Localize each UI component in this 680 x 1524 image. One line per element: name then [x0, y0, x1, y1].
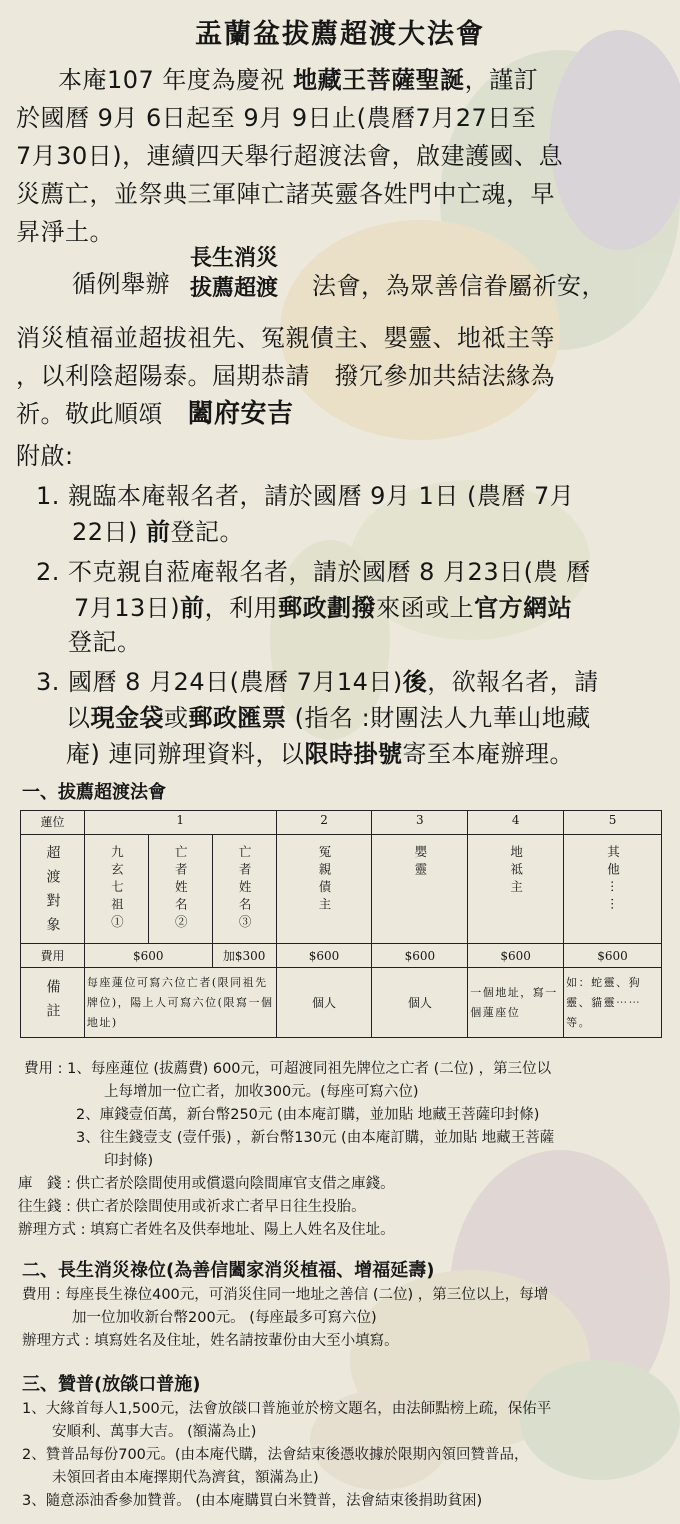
section-3-line-5: 3、隨意添油香參加贊普。 (由本庵購買白米贊普，法會結束後捐助貧困) [22, 1493, 483, 1509]
notice-1-line-a: 1. 親臨本庵報名者，請於國曆 9月 1日 (農曆 7月 [36, 482, 575, 510]
section-2-line-2: 加一位加收新台幣200元。 (每座最多可寫六位) [72, 1310, 377, 1326]
notice-1-line-b: 22日) 前登記。 [72, 518, 245, 546]
fee-line-5: 印封條) [104, 1153, 154, 1169]
notice-2-line-c: 登記。 [68, 628, 142, 656]
row-header-fee: 費用 [21, 944, 85, 968]
notice-3-line-a: 3. 國曆 8 月24日(農曆 7月14日)後，欲報名者，請 [36, 668, 599, 696]
remark-col-5: 如：蛇靈、狗靈、貓靈⋯⋯等。 [566, 975, 642, 1029]
intro-line-8: ，以利陰超陽泰。屆期恭請 撥冗參加共結法緣為 [16, 362, 555, 390]
target-others: 其他⋯⋯ [605, 845, 621, 915]
section-3-heading: 三、贊普(放燄口普施) [22, 1374, 201, 1395]
notice-3-line-c: 庵) 連同辦理資料，以限時掛號寄至本庵辦理。 [66, 740, 574, 768]
intro-line-6-suffix: 法會，為眾善信眷屬祈安， [312, 272, 606, 300]
appendix-label: 附啟: [16, 442, 74, 470]
notice-3-line-b: 以現金袋或郵政匯票 (指名 :財團法人九華山地藏 [66, 704, 591, 732]
intro-line-7: 消災植福並超拔祖先、冤親債主、嬰靈、地祗主等 [16, 324, 555, 352]
section-3-line-1: 1、大緣首每人1,500元，法會放燄口普施並於榜文題名，由法師點榜上疏，保佑平 [22, 1401, 552, 1417]
notice-2-line-a: 2. 不克親自蒞庵報名者，請於國曆 8 月23日(農 曆 [36, 558, 591, 586]
row-header-targets: 超渡對象 [44, 845, 61, 941]
row-header-lotus: 蓮位 [21, 811, 85, 835]
ceremony-name-stack: 長生消災 拔薦超渡 [190, 246, 279, 301]
section-2-heading: 二、長生消災祿位(為善信闔家消災植福、增福延壽) [22, 1260, 435, 1281]
intro-line-9: 祈。敬此順頌 闔府安吉 [16, 399, 294, 429]
intro-line-6-prefix: 循例舉辦 [72, 270, 170, 298]
ceremony-fee-table [20, 810, 662, 1038]
section-1-heading: 一、拔薦超渡法會 [22, 782, 166, 803]
target-ancestors: 九玄七祖① [109, 845, 125, 933]
section-2-line-1: 費用 : 每座長生祿位400元，可消災住同一地址之善信 (二位) ，第三位以上，每增 [22, 1287, 549, 1303]
target-creditors: 冤親債主 [317, 845, 332, 915]
section-3-line-4: 未領回者由本庵擇期代為濟貧，額滿為止) [52, 1470, 319, 1486]
col-header-1: 1 [84, 811, 276, 835]
procedure-note-1: 辦理方式 : 填寫亡者姓名及供奉地址、陽上人姓名及住址。 [18, 1222, 395, 1238]
fee-line-3: 2、庫錢壹佰萬，新台幣250元 (由本庵訂購，並加貼 地藏王菩薩印封條) [76, 1107, 540, 1123]
treasury-money-note: 庫 錢 : 供亡者於陰間使用或償還向陰間庫官支借之庫錢。 [18, 1176, 395, 1192]
fee-line-2: 上每增加一位亡者，加收300元。(每座可寫六位) [104, 1084, 419, 1100]
notice-2-line-b: 7月13日)前，利用郵政劃撥來函或上官方網站 [74, 594, 573, 622]
col-header-2: 2 [276, 811, 372, 835]
page-title: 盂蘭盆拔薦超渡大法會 [195, 19, 485, 50]
remark-col-3: 個人 [372, 968, 468, 1038]
fee-line-1: 費用 : 1、每座蓮位 (拔薦費) 600元，可超渡同祖先牌位之亡者 (二位) ，第三位以 [24, 1061, 552, 1077]
section-3-line-2: 安順利、萬事大吉。 (額滿為止) [52, 1424, 257, 1440]
fee-col-5: $600 [564, 944, 662, 968]
intro-line-4: 災薦亡，並祭典三軍陣亡諸英靈各姓門中亡魂，早 [16, 180, 555, 208]
intro-line-2: 於國曆 9月 6日起至 9月 9日止(農曆7月27日至 [16, 104, 537, 132]
fee-col-2: $600 [276, 944, 372, 968]
fee-col-4: $600 [468, 944, 564, 968]
target-deceased-2: 亡者姓名② [173, 845, 189, 933]
target-land-spirits: 地祗主 [508, 845, 524, 898]
fee-extra: 加$300 [212, 944, 276, 968]
row-header-remark: 備註 [44, 978, 61, 1027]
fee-col-1: $600 [84, 944, 212, 968]
intro-line-3: 7月30日)，連續四天舉行超渡法會，啟建護國、息 [16, 142, 564, 170]
section-2-line-3: 辦理方式 : 填寫姓名及住址，姓名請按輩份由大至小填寫。 [22, 1333, 399, 1349]
target-deceased-3: 亡者姓名③ [237, 845, 253, 933]
col-header-4: 4 [468, 811, 564, 835]
rebirth-money-note: 往生錢 : 供亡者於陰間使用或祈求亡者早日往生投胎。 [18, 1199, 366, 1215]
intro-line-5: 昇淨土。 [16, 218, 114, 246]
fee-line-4: 3、往生錢壹支 (壹仟張) ，新台幣130元 (由本庵訂購，並加貼 地藏王菩薩 [76, 1130, 555, 1146]
remark-col-2: 個人 [276, 968, 372, 1038]
section-3-line-3: 2、贊普品每份700元。(由本庵代購，法會結束後憑收據於限期內領回贊普品， [22, 1447, 529, 1463]
fee-col-3: $600 [372, 944, 468, 968]
remark-col-1: 每座蓮位可寫六位亡者(限同祖先牌位)，陽上人可寫六位(限寫一個地址) [86, 975, 274, 1029]
intro-line-1: 本庵107 年度為慶祝 地藏王菩薩聖誕，謹訂 [58, 66, 539, 94]
col-header-3: 3 [372, 811, 468, 835]
target-infant-spirits: 嬰靈 [412, 845, 428, 880]
remark-col-4: 一個地址，寫一個蓮座位 [470, 985, 558, 1019]
col-header-5: 5 [564, 811, 662, 835]
